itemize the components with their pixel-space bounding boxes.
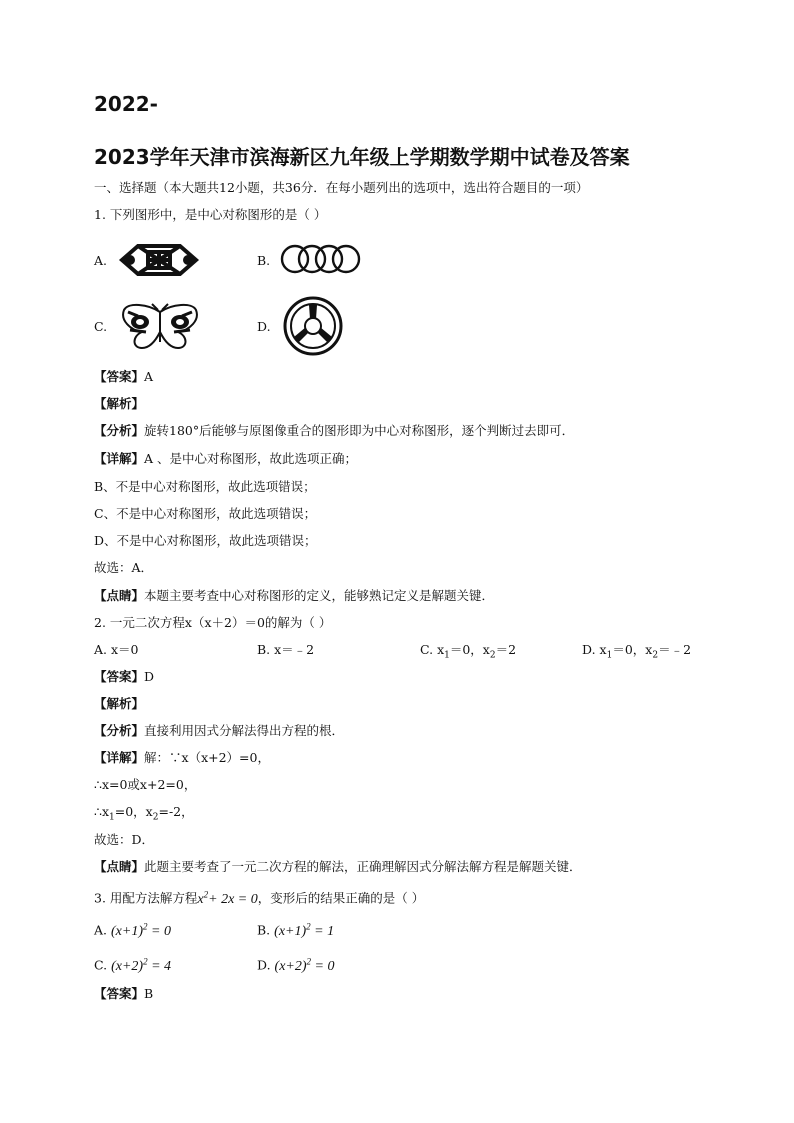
answer-value: D	[144, 669, 155, 684]
d-sub2: 2	[652, 650, 659, 661]
c-post: ＝2	[495, 642, 517, 657]
d-sub1: 1	[606, 650, 613, 661]
c-pre: (x+2)	[111, 958, 144, 974]
q2-fenxi	[94, 723, 344, 739]
q2-option-c	[420, 642, 516, 664]
q2-choose: 故选：D．	[94, 832, 155, 847]
a-sq: 2	[143, 921, 148, 931]
s3-sub2: 2	[152, 812, 159, 823]
q1-option-d-label: D.	[257, 319, 271, 334]
eq-post: + 2x = 0	[208, 891, 258, 907]
q1-choose: 故选：A．	[94, 560, 154, 575]
answer-value: B	[144, 986, 154, 1001]
q2-option-b: B. x＝﹣2	[257, 642, 315, 657]
q3-option-a	[94, 918, 171, 940]
fenxi-text: 旋转180°后能够与原图像重合的图形即为中心对称图形，逐个判断过去即可．	[144, 423, 575, 438]
d-sq: 2	[306, 956, 312, 966]
b-pre: (x+1)	[274, 923, 307, 939]
q3-stem	[94, 886, 424, 908]
chinese-knot-figure	[118, 238, 200, 282]
dianjing-text: 本题主要考查中心对称图形的定义，能够熟记定义是解题关键．	[144, 588, 495, 603]
b-post: = 1	[314, 923, 335, 939]
q1-dianjing	[94, 588, 494, 604]
eq-sq: 2	[203, 889, 209, 899]
c-sq: 2	[143, 956, 148, 966]
a-expr	[111, 921, 171, 939]
dianjing-text: 此题主要考查了一元二次方程的解法，正确理解因式分解法解方程是解题关键．	[144, 859, 582, 874]
q3-answer	[94, 986, 153, 1002]
d-label: D.	[257, 957, 271, 973]
c-expr	[111, 956, 172, 974]
q2-stem: 2. 一元二次方程x（x＋2）＝0的解为（ ）	[94, 615, 332, 630]
q3-option-b	[257, 918, 334, 940]
section-heading: 一、选择题（本大题共12小题，共36分．在每小题列出的选项中，选出符合题目的一项）	[94, 180, 589, 195]
fenxi-tag: 【分析】	[94, 423, 145, 438]
s3-pre: ∴x	[94, 804, 110, 819]
answer-tag: 【答案】	[94, 986, 145, 1001]
d-expr	[274, 956, 335, 974]
xiangjie-tag: 【详解】	[94, 750, 145, 765]
title-line-2: 2023学年天津市滨海新区九年级上学期数学期中试卷及答案	[94, 145, 630, 169]
d-mid: ＝0，x	[612, 642, 653, 657]
q1-line-c: C、不是中心对称图形，故此选项错误；	[94, 506, 317, 521]
q1-answer	[94, 369, 153, 385]
answer-tag: 【答案】	[94, 369, 145, 384]
answer-value: A	[144, 369, 154, 384]
butterfly-figure	[120, 302, 200, 352]
q2-step2: ∴x=0或x+2=0，	[94, 777, 197, 792]
c-pre: C. x	[420, 642, 445, 657]
a-label: A.	[94, 922, 108, 938]
olympic-rings-figure	[280, 242, 362, 276]
q2-step3	[94, 804, 194, 826]
c-mid: ＝0，x	[449, 642, 490, 657]
b-label: B.	[257, 922, 271, 938]
fenxi-text: 直接利用因式分解法得出方程的根．	[144, 723, 345, 738]
answer-tag: 【答案】	[94, 669, 145, 684]
q2-option-d	[582, 642, 691, 664]
q2-dianjing	[94, 859, 582, 875]
q2-option-a: A. x＝0	[94, 642, 139, 657]
d-pre: (x+2)	[274, 958, 307, 974]
dianjing-tag: 【点睛】	[94, 859, 145, 874]
c-label: C.	[94, 957, 108, 973]
steering-wheel-figure	[281, 295, 345, 357]
q3-equation	[197, 889, 258, 907]
q2-xiangjie	[94, 750, 270, 766]
d-post: = 0	[314, 958, 335, 974]
s3-post: =-2，	[158, 804, 194, 819]
xiangjie-text: A 、是中心对称图形，故此选项正确；	[144, 451, 358, 466]
q1-option-b-label: B.	[257, 253, 271, 268]
q1-option-c-label: C.	[94, 319, 108, 334]
q3-stem-post: ，变形后的结果正确的是（ ）	[257, 890, 425, 906]
d-post: ＝﹣2	[658, 642, 692, 657]
q3-option-c	[94, 953, 171, 975]
dianjing-tag: 【点睛】	[94, 588, 145, 603]
b-expr	[274, 921, 335, 939]
q3-stem-pre: 3. 用配方法解方程	[94, 890, 198, 906]
fenxi-tag: 【分析】	[94, 723, 145, 738]
b-sq: 2	[306, 921, 311, 931]
s3-sub1: 1	[109, 812, 115, 823]
s3-mid: =0，x	[114, 804, 153, 819]
q1-stem: 1. 下列图形中，是中心对称图形的是（ ）	[94, 207, 327, 222]
q1-line-b: B、不是中心对称图形，故此选项错误；	[94, 479, 316, 494]
d-pre: D. x	[582, 642, 607, 657]
c-post: = 4	[151, 958, 172, 974]
title-line-1: 2022-	[94, 92, 158, 116]
eq-pre: x	[197, 891, 204, 907]
a-pre: (x+1)	[111, 923, 143, 939]
q2-answer	[94, 669, 154, 685]
c-sub1: 1	[444, 650, 450, 661]
q1-line-d: D、不是中心对称图形，故此选项错误；	[94, 533, 317, 548]
q1-fenxi	[94, 423, 574, 439]
q2-analysis-tag: 【解析】	[94, 696, 145, 711]
q1-xiangjie	[94, 451, 357, 467]
q1-analysis-tag: 【解析】	[94, 396, 145, 411]
q3-option-d	[257, 953, 335, 975]
xiangjie-text: 解：∵x（x+2）=0，	[144, 750, 270, 765]
xiangjie-tag: 【详解】	[94, 451, 145, 466]
q1-option-a-label: A.	[94, 253, 108, 268]
a-post: = 0	[151, 923, 171, 939]
c-sub2: 2	[489, 650, 496, 661]
